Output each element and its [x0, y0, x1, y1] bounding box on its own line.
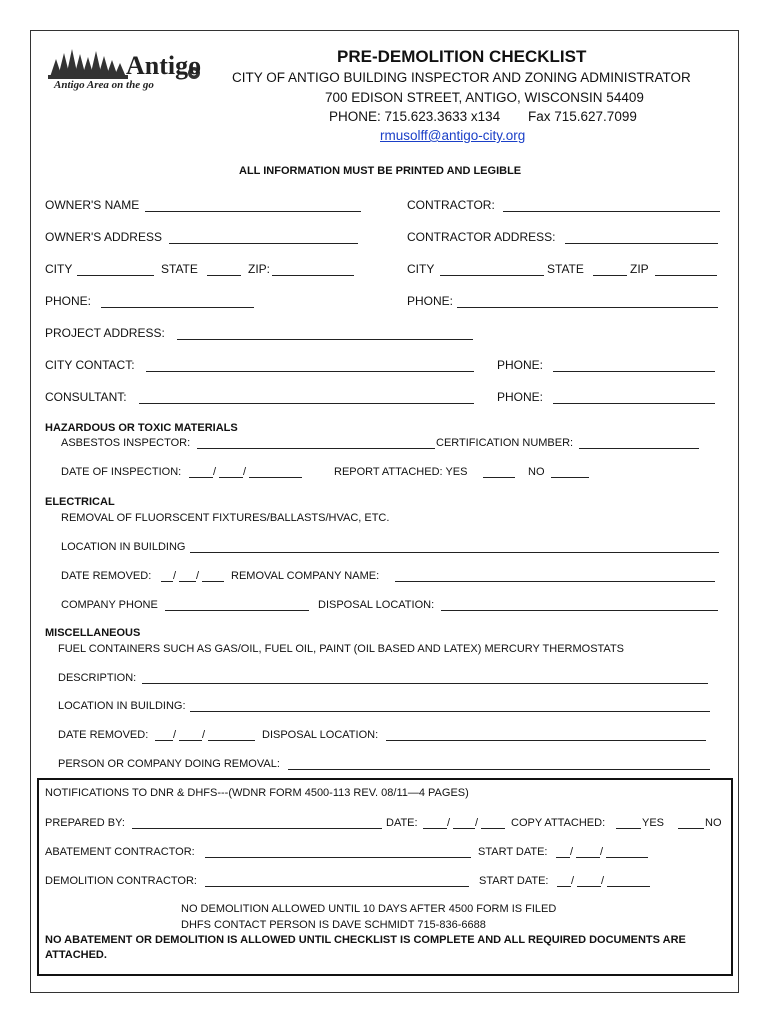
notifications-heading: NOTIFICATIONS TO DNR & DHFS---(WDNR FORM 4500-113 REV. 08/11—4 PAGES) [45, 787, 469, 799]
misc-location-label: LOCATION IN BUILDING: [58, 700, 186, 712]
city-contact-field[interactable] [146, 371, 474, 372]
certification-number-label: CERTIFICATION NUMBER: [436, 437, 574, 449]
contractor-state-field[interactable] [593, 275, 627, 276]
prepared-date-label: DATE: [386, 817, 418, 829]
electrical-removal-text: REMOVAL OF FLUORSCENT FIXTURES/BALLASTS/HVAC, ETC. [61, 512, 390, 524]
asbestos-inspector-field[interactable] [197, 448, 435, 449]
misc-removed-day-field[interactable] [179, 740, 202, 741]
misc-description-field[interactable] [142, 683, 708, 684]
misc-location-field[interactable] [190, 711, 710, 712]
office-fax: Fax 715.627.7099 [528, 109, 637, 124]
certification-number-field[interactable] [579, 448, 699, 449]
date-slash: / [601, 875, 605, 887]
company-phone-field[interactable] [165, 610, 309, 611]
prepared-by-field[interactable] [132, 828, 382, 829]
abatement-start-date-label: START DATE: [478, 846, 548, 858]
owner-zip-field[interactable] [272, 275, 354, 276]
owner-phone-field[interactable] [101, 307, 254, 308]
date-slash: / [213, 466, 217, 478]
fuel-containers-text: FUEL CONTAINERS SUCH AS GAS/OIL, FUEL OIL, PAINT (OIL BASED AND LATEX) MERCURY THERMOSTATS [58, 643, 625, 655]
warning-text-line1: NO ABATEMENT OR DEMOLITION IS ALLOWED UNTIL CHECKLIST IS COMPLETE AND ALL REQUIRED DOCUMENTS ARE [45, 934, 686, 946]
contractor-city-field[interactable] [440, 275, 544, 276]
asbestos-inspector-label: ASBESTOS INSPECTOR: [61, 437, 191, 449]
removal-person-label: PERSON OR COMPANY DOING REMOVAL: [58, 758, 280, 770]
electrical-removed-year-field[interactable] [202, 581, 224, 582]
abatement-start-year-field[interactable] [606, 857, 648, 858]
copy-attached-yes-label: YES [642, 817, 665, 829]
electrical-removed-month-field[interactable] [161, 581, 173, 582]
report-attached-yes-field[interactable] [483, 477, 515, 478]
contractor-state-label: STATE [547, 262, 584, 276]
owner-name-label: OWNER'S NAME [45, 198, 140, 212]
electrical-date-removed-label: DATE REMOVED: [61, 570, 152, 582]
city-contact-phone-field[interactable] [553, 371, 715, 372]
electrical-heading: ELECTRICAL [45, 496, 115, 508]
prepared-by-label: PREPARED BY: [45, 817, 125, 829]
owner-state-label: STATE [161, 262, 198, 276]
logo-tagline: Antigo Area on the go [54, 79, 154, 91]
demolition-start-date-label: START DATE: [479, 875, 549, 887]
hazardous-heading: HAZARDOUS OR TOXIC MATERIALS [45, 422, 238, 434]
prepared-year-field[interactable] [481, 828, 505, 829]
removal-company-label: REMOVAL COMPANY NAME: [231, 570, 380, 582]
prepared-day-field[interactable] [453, 828, 475, 829]
contractor-phone-field[interactable] [457, 307, 718, 308]
office-name: CITY OF ANTIGO BUILDING INSPECTOR AND ZONING ADMINISTRATOR [232, 70, 691, 85]
date-slash: / [600, 846, 604, 858]
contractor-phone-label: PHONE: [407, 294, 454, 308]
city-contact-label: CITY CONTACT: [45, 358, 135, 372]
company-phone-label: COMPANY PHONE [61, 599, 158, 611]
office-phone: PHONE: 715.623.3633 x134 [329, 109, 501, 124]
owner-address-label: OWNER'S ADDRESS [45, 230, 162, 244]
contractor-address-field[interactable] [565, 243, 718, 244]
notice-ten-days: NO DEMOLITION ALLOWED UNTIL 10 DAYS AFTER 4500 FORM IS FILED [181, 903, 557, 915]
contractor-label: CONTRACTOR: [407, 198, 495, 212]
date-slash: / [173, 729, 177, 741]
owner-city-field[interactable] [77, 275, 154, 276]
demolition-start-month-field[interactable] [557, 886, 571, 887]
report-attached-no-label: NO [528, 466, 545, 478]
owner-state-field[interactable] [207, 275, 241, 276]
copy-attached-no-field[interactable] [678, 828, 704, 829]
misc-disposal-label: DISPOSAL LOCATION: [262, 729, 379, 741]
notice-dhfs-contact: DHFS CONTACT PERSON IS DAVE SCHMIDT 715-836-6688 [181, 919, 486, 931]
consultant-label: CONSULTANT: [45, 390, 127, 404]
project-address-field[interactable] [177, 339, 473, 340]
office-email-link[interactable]: rmusolff@antigo-city.org [380, 128, 526, 143]
contractor-zip-label: ZIP [630, 262, 649, 276]
abatement-contractor-field[interactable] [205, 857, 471, 858]
date-slash: / [475, 817, 479, 829]
inspection-month-field[interactable] [189, 477, 213, 478]
date-slash: / [196, 570, 200, 582]
owner-phone-label: PHONE: [45, 294, 92, 308]
demolition-contractor-field[interactable] [205, 886, 469, 887]
inspection-year-field[interactable] [249, 477, 302, 478]
abatement-start-day-field[interactable] [576, 857, 600, 858]
abatement-start-month-field[interactable] [556, 857, 570, 858]
demolition-start-year-field[interactable] [607, 886, 650, 887]
date-slash: / [447, 817, 451, 829]
office-address: 700 EDISON STREET, ANTIGO, WISCONSIN 54409 [325, 90, 644, 105]
city-contact-phone-label: PHONE: [497, 358, 544, 372]
electrical-disposal-field[interactable] [441, 610, 718, 611]
instruction-text: ALL INFORMATION MUST BE PRINTED AND LEGIBLE [239, 165, 522, 177]
date-slash: / [173, 570, 177, 582]
demolition-start-day-field[interactable] [577, 886, 601, 887]
owner-zip-label: ZIP: [248, 262, 271, 276]
report-attached-yes-label: REPORT ATTACHED: YES [334, 466, 468, 478]
removal-company-field[interactable] [395, 581, 715, 582]
project-address-label: PROJECT ADDRESS: [45, 326, 165, 340]
misc-removed-year-field[interactable] [208, 740, 255, 741]
owner-city-label: CITY [45, 262, 73, 276]
demolition-contractor-label: DEMOLITION CONTRACTOR: [45, 875, 197, 887]
consultant-field[interactable] [139, 403, 474, 404]
owner-name-field[interactable] [145, 211, 361, 212]
inspection-day-field[interactable] [219, 477, 243, 478]
antigo-logo [44, 45, 204, 95]
date-slash: / [202, 729, 206, 741]
misc-date-removed-label: DATE REMOVED: [58, 729, 149, 741]
copy-attached-no-label: NO [705, 817, 722, 829]
contractor-address-label: CONTRACTOR ADDRESS: [407, 230, 556, 244]
electrical-location-label: LOCATION IN BUILDING [61, 541, 186, 553]
page-title: PRE-DEMOLITION CHECKLIST [337, 47, 587, 66]
consultant-phone-label: PHONE: [497, 390, 544, 404]
contractor-field[interactable] [503, 211, 720, 212]
electrical-location-field[interactable] [190, 552, 719, 553]
misc-heading: MISCELLANEOUS [45, 627, 141, 639]
electrical-disposal-label: DISPOSAL LOCATION: [318, 599, 435, 611]
misc-disposal-field[interactable] [386, 740, 706, 741]
contractor-city-label: CITY [407, 262, 435, 276]
date-slash: / [570, 846, 574, 858]
electrical-removed-day-field[interactable] [179, 581, 196, 582]
warning-text-line2: ATTACHED. [45, 949, 107, 961]
prepared-month-field[interactable] [423, 828, 447, 829]
inspection-date-label: DATE OF INSPECTION: [61, 466, 182, 478]
date-slash: / [571, 875, 575, 887]
removal-person-field[interactable] [288, 769, 710, 770]
misc-description-label: DESCRIPTION: [58, 672, 137, 684]
date-slash: / [243, 466, 247, 478]
report-attached-no-field[interactable] [551, 477, 589, 478]
abatement-contractor-label: ABATEMENT CONTRACTOR: [45, 846, 195, 858]
copy-attached-yes-field[interactable] [616, 828, 641, 829]
copy-attached-label: COPY ATTACHED: [511, 817, 606, 829]
owner-address-field[interactable] [169, 243, 358, 244]
misc-removed-month-field[interactable] [155, 740, 173, 741]
logo-name: Antigo [126, 51, 202, 80]
contractor-zip-field[interactable] [655, 275, 717, 276]
consultant-phone-field[interactable] [553, 403, 715, 404]
